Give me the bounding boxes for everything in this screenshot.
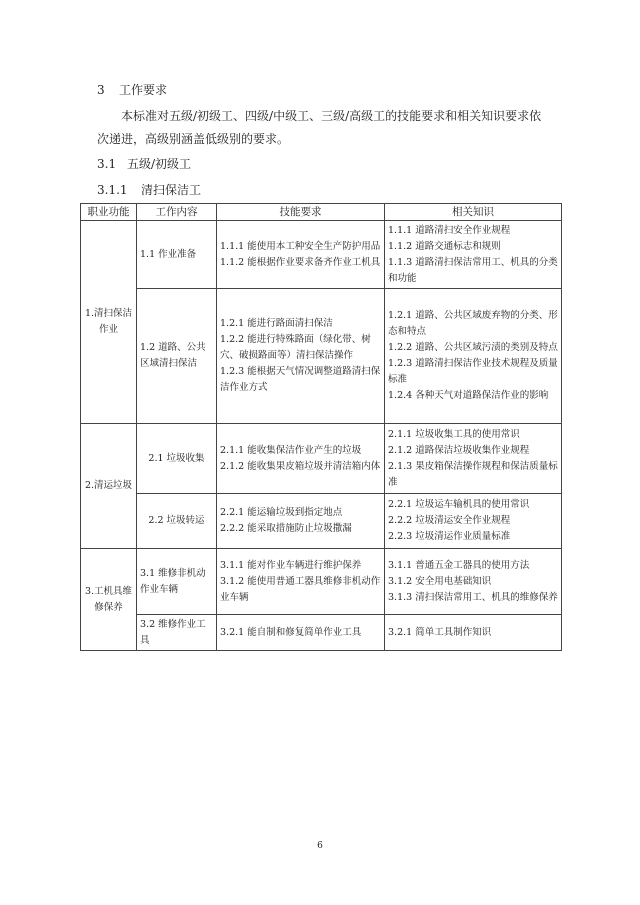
skills-cell [217, 615, 385, 651]
table-row [81, 289, 562, 424]
knowledge-cell [385, 615, 562, 651]
page-number: 6 [317, 841, 323, 851]
table-row [81, 615, 562, 651]
subsubsection-heading [97, 181, 201, 198]
section-heading [97, 81, 167, 98]
subsubsection-number: 3.1.1 [97, 183, 128, 197]
knowledge-cell [385, 494, 562, 549]
cell-line: 1.1.1 能使用本工种安全生产防护用品 [220, 240, 381, 252]
cell-line: 1.1.3 道路清扫保洁常用工、机具的分类和功能 [388, 256, 558, 284]
content-cell: 1.2 道路、公共区域清扫保洁 [137, 289, 217, 424]
header-skills: 技能要求 [217, 204, 385, 221]
cell-line: 1.1.1 道路清扫安全作业规程 [388, 224, 511, 236]
cell-line: 2.1.1 能收集保洁作业产生的垃圾 [220, 444, 362, 456]
section-number: 3 [97, 83, 105, 97]
cell-line: 3.1.1 能对作业车辆进行维护保养 [220, 559, 362, 571]
content-cell: 1.1 作业准备 [137, 221, 217, 289]
knowledge-cell [385, 424, 562, 494]
table-row [81, 494, 562, 549]
table-header-row [81, 204, 562, 221]
skills-cell [217, 494, 385, 549]
subsubsection-title: 清扫保洁工 [141, 183, 202, 197]
content-cell: 3.1 维修非机动作业车辆 [137, 549, 217, 615]
cell-line: 2.2.1 能运输垃圾到指定地点 [220, 507, 343, 518]
cell-line: 3.1.1 普通五金工器具的使用方法 [388, 559, 530, 571]
function-cell: 1.清扫保洁作业 [81, 221, 137, 424]
cell-line: 3.1.3 清扫保洁常用工、机具的维修保养 [388, 591, 558, 603]
cell-line: 1.1.2 道路交通标志和规则 [388, 240, 501, 252]
subsection-heading [97, 155, 191, 172]
skills-cell [217, 289, 385, 424]
cell-line: 3.2.1 能自制和修复简单作业工具 [220, 626, 362, 638]
cell-line: 1.2.1 道路、公共区域废弃物的分类、形态和特点 [388, 310, 558, 337]
header-content: 工作内容 [137, 204, 217, 221]
cell-line: 3.1.2 能使用普通工器具维修非机动作业车辆 [220, 575, 381, 603]
skills-cell [217, 549, 385, 615]
intro-paragraph: 本标准对五级/初级工、四级/中级工、三级/高级工的技能要求和相关知识要求依次递进，高级别涵盖低级别的要求。 [97, 109, 542, 146]
content-cell: 3.2 维修作业工具 [137, 615, 217, 651]
table-row [81, 424, 562, 494]
cell-line: 1.2.2 能进行特殊路面（绿化带、树穴、破损路面等）清扫保洁操作 [220, 334, 371, 361]
skills-cell [217, 424, 385, 494]
knowledge-cell [385, 549, 562, 615]
table-row [81, 549, 562, 615]
cell-line: 3.2.1 简单工具制作知识 [388, 626, 492, 638]
table-row [81, 221, 562, 289]
cell-line: 1.2.3 道路清扫保洁作业技术规程及质量标准 [388, 358, 558, 385]
cell-line: 2.2.2 垃圾清运安全作业规程 [388, 515, 511, 526]
requirements-table [80, 203, 562, 651]
cell-line: 1.1.2 能根据作业要求备齐作业工机具 [220, 256, 381, 268]
cell-line: 2.1.1 垃圾收集工具的使用常识 [388, 428, 520, 440]
cell-line: 3.1.2 安全用电基础知识 [388, 575, 492, 587]
cell-line: 2.2.1 垃圾运车输机具的使用常识 [388, 499, 530, 510]
cell-line: 1.2.2 道路、公共区域污渍的类别及特点 [388, 342, 558, 353]
skills-cell [217, 221, 385, 289]
subsection-title: 五级/初级工 [127, 157, 192, 171]
knowledge-cell [385, 221, 562, 289]
section-title: 工作要求 [119, 83, 168, 97]
cell-line: 2.1.2 能收集果皮箱垃圾并清洁箱内体 [220, 460, 381, 472]
cell-line: 1.2.1 能进行路面清扫保洁 [220, 318, 333, 329]
header-knowledge: 相关知识 [385, 204, 562, 221]
cell-line: 2.2.2 能采取措施防止垃圾撒漏 [220, 523, 352, 534]
function-cell: 2.清运垃圾 [81, 424, 137, 549]
subsection-number: 3.1 [97, 157, 117, 171]
cell-line: 1.2.3 能根据天气情况调整道路清扫保洁作业方式 [220, 366, 381, 393]
header-function: 职业功能 [81, 204, 137, 221]
function-cell: 3.工机具维修保养 [81, 549, 137, 651]
cell-line: 2.2.3 垃圾清运作业质量标准 [388, 531, 511, 542]
cell-line: 2.1.3 果皮箱保洁操作规程和保洁质量标准 [388, 460, 558, 488]
knowledge-cell [385, 289, 562, 424]
cell-line: 2.1.2 道路保洁垃圾收集作业规程 [388, 444, 530, 456]
content-cell: 2.2 垃圾转运 [137, 494, 217, 549]
content-cell: 2.1 垃圾收集 [137, 424, 217, 494]
cell-line: 1.2.4 各种天气对道路保洁作业的影响 [388, 390, 549, 401]
